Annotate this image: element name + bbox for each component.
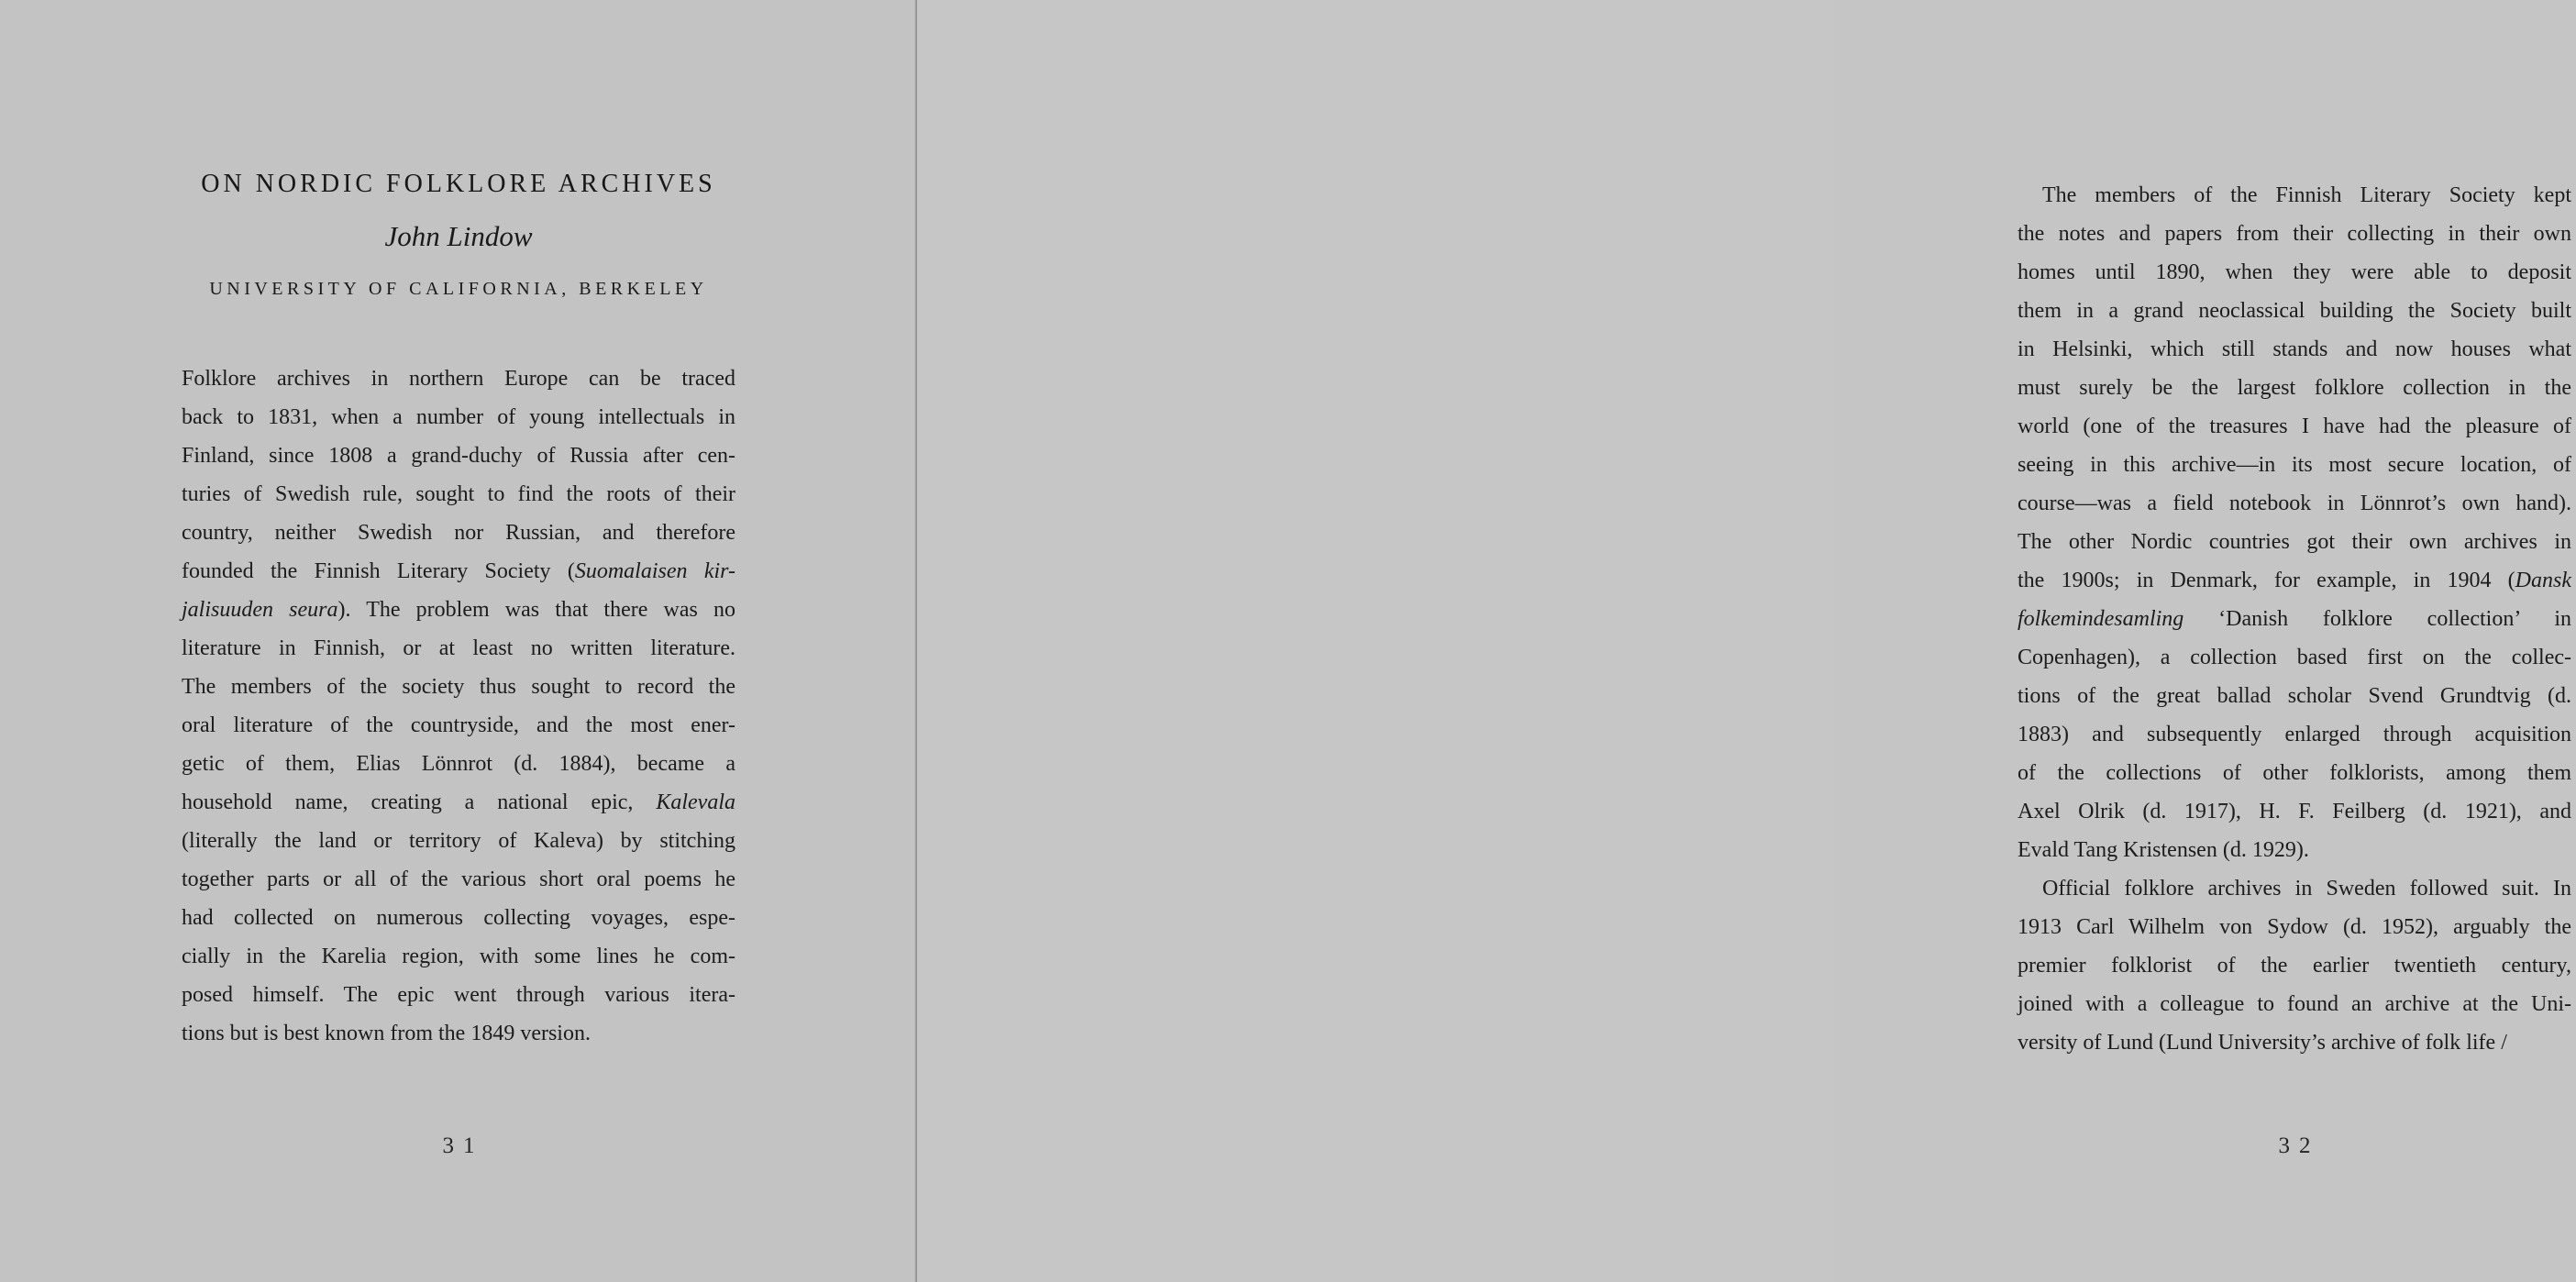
text-segment: tions but is best known from the 1849 version. <box>182 1022 591 1045</box>
text-segment: tions of the great ballad scholar Svend Grundtvig (d. <box>2018 684 2571 708</box>
text-segment: Copenhagen), a collection based first on the collec- <box>2018 646 2571 669</box>
text-line <box>182 976 735 1014</box>
text-segment: Axel Olrik (d. 1917), H. F. Feilberg (d. 1921), and <box>2018 800 2571 823</box>
text-segment: Evald Tang Kristensen (d. 1929). <box>2018 838 2309 862</box>
text-line <box>2018 869 2571 908</box>
text-line <box>182 475 735 514</box>
text-line <box>182 822 735 860</box>
text-line <box>182 937 735 976</box>
text-line <box>2018 561 2571 600</box>
text-segment: back to 1831, when a number of young intellectuals in <box>182 405 735 429</box>
text-line <box>2018 369 2571 407</box>
italic-text-segment: folkemindesamling <box>2018 607 2184 631</box>
text-line <box>182 629 735 668</box>
text-line <box>182 591 735 629</box>
left-page-number: 31 <box>442 1133 484 1158</box>
text-segment: them in a grand neoclassical building the Society built <box>2018 299 2571 323</box>
text-line <box>182 745 735 783</box>
text-segment: world (one of the treasures I have had the pleasure of <box>2018 414 2571 438</box>
right-page-body <box>2018 176 2571 1062</box>
text-line <box>2018 215 2571 253</box>
text-segment: joined with a colleague to found an archive at the Uni- <box>2018 992 2571 1016</box>
chapter-title: ON NORDIC FOLKLORE ARCHIVES <box>201 170 716 198</box>
text-segment: together parts or all of the various short oral poems he <box>182 868 735 891</box>
text-segment: in Helsinki, which still stands and now houses what <box>2018 337 2571 361</box>
text-line <box>182 783 735 822</box>
text-segment: 1883) and subsequently enlarged through acquisition <box>2018 723 2571 746</box>
text-line <box>182 514 735 552</box>
text-line <box>2018 677 2571 715</box>
text-line <box>2018 1023 2571 1062</box>
text-segment: homes until 1890, when they were able to deposit <box>2018 260 2571 284</box>
text-segment: the 1900s; in Denmark, for example, in 1904 ( <box>2018 569 2515 592</box>
text-segment: of the collections of other folklorists, among them <box>2018 761 2571 785</box>
text-line <box>2018 600 2571 638</box>
text-segment: course—was a field notebook in Lönnrot’s own hand). <box>2018 492 2571 515</box>
text-line <box>2018 946 2571 985</box>
italic-text-segment: jalisuuden seura <box>182 598 338 622</box>
text-line <box>2018 792 2571 831</box>
text-line <box>2018 754 2571 792</box>
author-name: John Lindow <box>384 220 533 252</box>
text-line <box>182 398 735 437</box>
text-line <box>182 860 735 899</box>
text-segment: the notes and papers from their collecting in their own <box>2018 222 2571 246</box>
left-page-body <box>182 359 735 1053</box>
text-line <box>2018 407 2571 446</box>
text-segment: household name, creating a national epic, <box>182 790 657 814</box>
text-line <box>2018 831 2571 869</box>
text-line <box>182 706 735 745</box>
text-segment: founded the Finnish Literary Society ( <box>182 559 575 583</box>
text-line <box>2018 253 2571 292</box>
text-line <box>2018 715 2571 754</box>
text-segment: Official folklore archives in Sweden followed suit. In <box>2042 877 2571 901</box>
text-segment: ‘Danish folklore collection’ in <box>2184 607 2571 631</box>
text-segment: literature in Finnish, or at least no written literature. <box>182 636 735 660</box>
text-line <box>182 437 735 475</box>
text-line <box>182 1014 735 1053</box>
italic-text-segment: Suomalaisen kir- <box>574 559 735 583</box>
italic-text-segment: Dansk <box>2515 569 2571 592</box>
italic-text-segment: Kalevala <box>656 790 735 814</box>
text-segment: Folklore archives in northern Europe can be traced <box>182 367 735 391</box>
text-segment: cially in the Karelia region, with some lines he com- <box>182 945 735 968</box>
text-line <box>2018 446 2571 484</box>
text-line <box>2018 292 2571 330</box>
text-segment: oral literature of the countryside, and the most ener- <box>182 713 735 737</box>
author-affiliation: UNIVERSITY OF CALIFORNIA, BERKELEY <box>209 279 708 299</box>
text-line <box>2018 985 2571 1023</box>
text-line <box>2018 638 2571 677</box>
text-segment: 1913 Carl Wilhelm von Sydow (d. 1952), arguably the <box>2018 915 2571 939</box>
text-segment: must surely be the largest folklore collection in the <box>2018 376 2571 400</box>
text-segment: (literally the land or territory of Kaleva) by stitching <box>182 829 735 853</box>
text-line <box>2018 523 2571 561</box>
text-line <box>2018 908 2571 946</box>
text-line <box>2018 330 2571 369</box>
text-segment: Finland, since 1808 a grand-duchy of Russia after cen- <box>182 444 735 468</box>
text-segment: seeing in this archive—in its most secure location, of <box>2018 453 2571 477</box>
text-segment: The members of the Finnish Literary Society kept <box>2042 183 2571 207</box>
text-segment: premier folklorist of the earlier twentieth century, <box>2018 954 2571 978</box>
text-line <box>182 359 735 398</box>
text-segment: had collected on numerous collecting voyages, espe- <box>182 906 735 930</box>
text-segment: country, neither Swedish nor Russian, and therefore <box>182 521 735 545</box>
text-line <box>182 668 735 706</box>
text-segment: The members of the society thus sought to record the <box>182 675 735 699</box>
text-segment: posed himself. The epic went through various itera- <box>182 983 735 1007</box>
text-segment: getic of them, Elias Lönnrot (d. 1884), became a <box>182 752 735 776</box>
text-line <box>2018 176 2571 215</box>
text-segment: ). The problem was that there was no <box>337 598 736 622</box>
right-page <box>917 0 2571 1282</box>
chapter-heading <box>182 169 735 302</box>
text-segment: turies of Swedish rule, sought to find the roots of their <box>182 482 735 506</box>
text-segment: versity of Lund (Lund University’s archive of folk life / <box>2018 1031 2507 1055</box>
text-line <box>182 899 735 937</box>
text-segment: The other Nordic countries got their own archives in <box>2018 530 2571 554</box>
text-line <box>182 552 735 591</box>
right-page-number: 32 <box>2278 1133 2320 1158</box>
left-page <box>0 0 917 1282</box>
text-line <box>2018 484 2571 523</box>
